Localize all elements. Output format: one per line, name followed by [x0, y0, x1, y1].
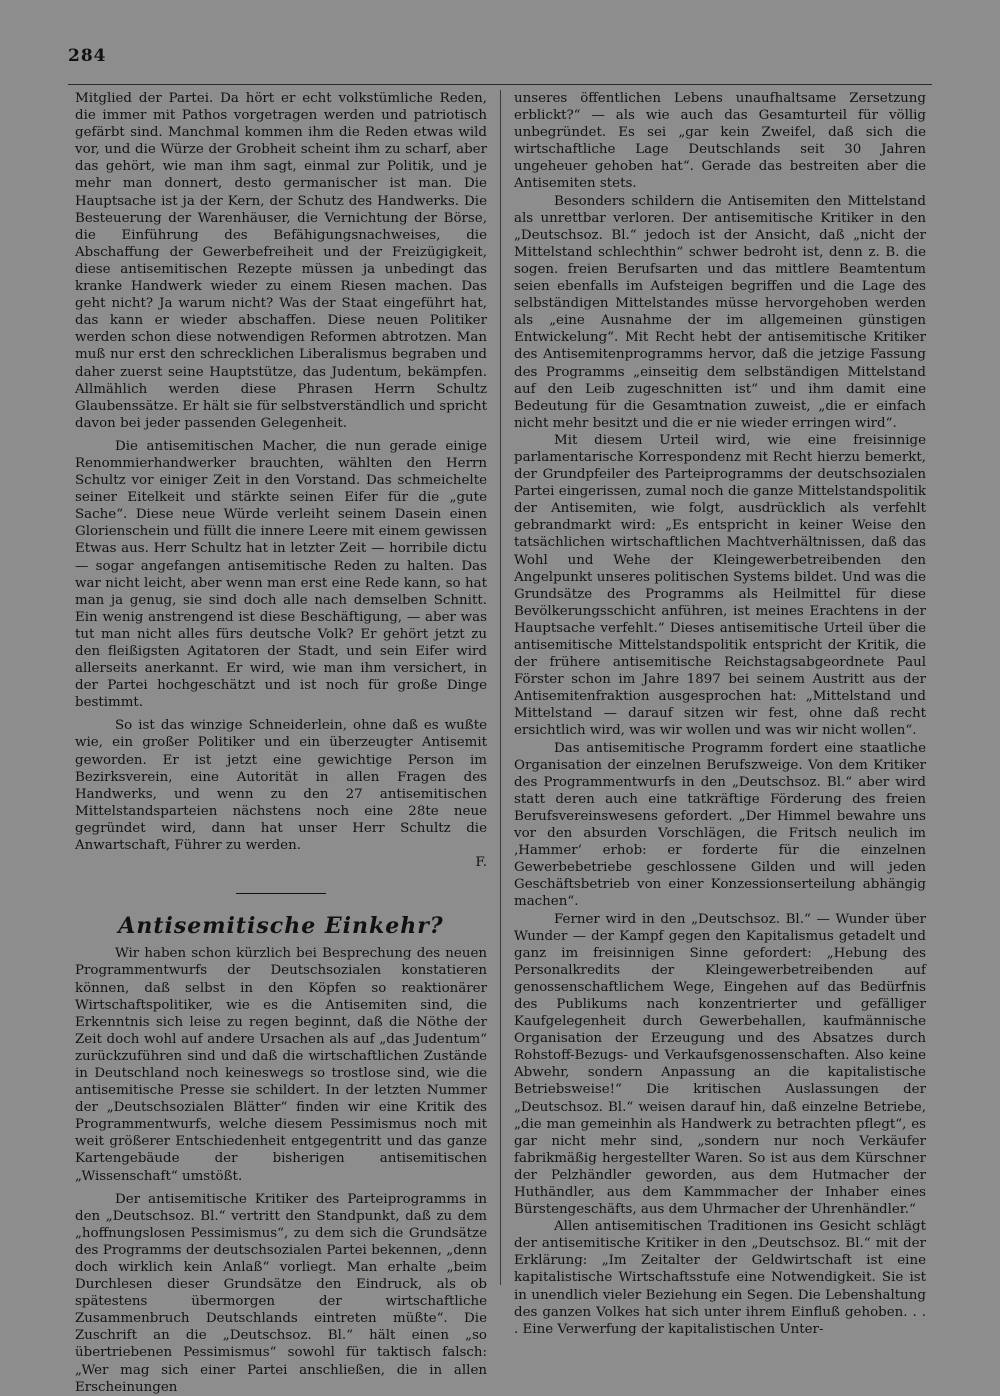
paragraph: So ist das winzige Schneiderlein, ohne daß es wußte wie, ein großer Politiker und ein überzeugter Antisemit geworden. Er ist jetzt eine gewichtige Person im Bezirksverein, eine Autorität in allen Fragen des Handwerks, und wenn zu den 27 antisemitischen Mittelstandsparteien nächstens noch eine 28te neue gegründet wird, dann hat unser Herr Schultz die Anwartschaft, Führer zu werden.: [75, 718, 487, 854]
paragraph: Das antisemitische Programm fordert eine staatliche Organisation der einzelnen Berufszweige. Von dem Kritiker des Programmentwurfs in den „Deutschsoz. Bl.“ aber wird statt deren auch eine tatkräftige Förderung des freien Berufsvereinswesens gefordert. „Der Himmel bewahre uns vor den absurden Vorschlägen, die Fritsch neulich im ‚Hammer‘ erhob: er forderte für die einzelnen Gewerbebetriebe geschlossene Gilden und will jeden Geschäftsbetrieb von einer Konzessionserteilung abhängig machen“.: [514, 740, 926, 910]
author-signature: F.: [475, 855, 487, 871]
paragraph: Mit diesem Urteil wird, wie eine freisinnige parlamentarische Korrespondenz mit Recht hierzu bemerkt, der Grundpfeiler des Parteiprogramms der deutschsozialen Partei eingerissen, zumal noch die ganze Mittelstandspolitik der Antisemiten, wie folgt, ausdrücklich als verfehlt gebrandmarkt wird: „Es entspricht in keiner Weise den tatsächlichen wirtschaftlichen Machtverhältnissen, daß das Wohl und Wehe der Kleingewerbetreibenden den Angelpunkt unseres politischen Systems bildet. Und was die Grundsätze des Programms als Heilmittel für diese Bevölkerungsschicht anführen, ist meines Erachtens in der Hauptsache verfehlt.“ Dieses antisemitische Urteil über die antisemitische Mittelstandspolitik entspricht der Kritik, die der frühere antisemitische Reichstagsabgeordnete Paul Förster schon im Jahre 1897 bei seinem Austritt aus der Antisemitenfraktion ausgesprochen hat: „Mittelstand und Mittelstand — darauf sitzen wir fest, ohne daß recht ersichtlich wird, was wir wollen und was wir nicht wollen“.: [514, 432, 926, 739]
left-column: [75, 90, 487, 1396]
paragraph: unseres öffentlichen Lebens unaufhaltsame Zersetzung erblickt?“ — als wie auch das Gesamturteil für völlig unbegründet. Es sei „gar kein Zweifel, daß sich die wirtschaftliche Lage Deutschlands seit 30 Jahren ungeheuer gehoben hat“. Gerade das bestreiten aber die Antisemiten stets.: [514, 91, 926, 192]
page-number: 284: [68, 46, 107, 66]
paragraph: Wir haben schon kürzlich bei Besprechung des neuen Programmentwurfs der Deutschsozialen konstatieren können, daß selbst in den Köpfen so reaktionärer Wirtschaftspolitiker, wie es die Antisemiten sind, die Erkenntnis sich leise zu regen beginnt, daß die Nöthe der Zeit doch wohl auf andere Ursachen als auf „das Judentum“ zurückzuführen sind und daß die wirtschaftlichen Zustände in Deutschland noch keineswegs so trostlose sind, wie die antisemitische Presse sie schildert. In der letzten Nummer der „Deutschsozialen Blätter“ finden wir eine Kritik des Programmentwurfs, welche diesem Pessimismus noch mit weit größerer Entschiedenheit entgegentritt und das ganze Kartengebäude der bisherigen antisemitischen „Wissenschaft“ umstößt.: [75, 946, 487, 1184]
paragraph: Die antisemitischen Macher, die nun gerade einige Renommierhandwerker brauchten, wählten den Herrn Schultz vor einiger Zeit in den Vorstand. Das schmeichelte seiner Eitelkeit und stärkte seinen Eifer für die „gute Sache“. Diese neue Würde verleiht seinem Dasein einen Glorienschein und füllt die innere Leere mit einem gewissen Etwas aus. Herr Schultz hat in letzter Zeit — horribile dictu — sogar angefangen antisemitische Reden zu halten. Das war nicht leicht, aber wenn man erst eine Rede kann, so hat man ja genug, sie sind doch alle nach demselben Schnitt. Ein wenig anstrengend ist diese Beschäftigung, — aber was tut man nicht alles fürs deutsche Volk? Er gehört jetzt zu den fleißigsten Agitatoren der Stadt, und sein Eifer wird allerseits anerkannt. Er wird, wie man ihm versichert, in der Partei hochgeschätzt und ist noch für große Dinge bestimmt.: [75, 438, 487, 711]
right-column: [514, 90, 926, 1338]
paragraph: Ferner wird in den „Deutschsoz. Bl.“ — Wunder über Wunder — der Kampf gegen den Kapitalismus getadelt und ganz im freisinnigen Sinne gefordert: „Hebung des Personalkredits der Kleingewerbetreibenden auf genossenschaftlichem Wege, Eingehen auf das Bedürfnis des Publikums nach konzentrierter und gefälliger Kaufgelegenheit durch Gewerbehallen, kaufmännische Organisation der Erzeugung und des Absatzes durch Rohstoff-Bezugs- und Verkaufsgenossenschaften. Also keine Abwehr, sondern Anpassung an die kapitalistische Betriebsweise!“ Die kritischen Auslassungen der „Deutschsoz. Bl.“ weisen darauf hin, daß einzelne Betriebe, „die man gemeinhin als Handwerk zu betrachten pflegt“, es gar nicht mehr sind, „sondern nur noch Verkäufer fabrikmäßig hergestellter Waren. So ist aus dem Kürschner der Pelzhändler geworden, aus dem Hutmacher der Huthändler, aus dem Kammmacher der Inhaber eines Bürstengeschäfts, aus dem Uhrmacher der Uhrenhändler.“: [514, 911, 926, 1218]
signature-line: [75, 854, 487, 871]
section-divider: [236, 893, 326, 894]
header-rule: [68, 84, 932, 85]
paragraph: Allen antisemitischen Traditionen ins Gesicht schlägt der antisemitische Kritiker in den „Deutschsoz. Bl.“ mit der Erklärung: „Im Zeitalter der Geldwirtschaft ist eine kapitalistische Wirtschaftsstufe eine Notwendigkeit. Sie ist in unendlich vieler Beziehung ein Segen. Die Lebenshaltung des ganzen Volkes hat sich unter ihrem Einfluß gehoben. . . . Eine Verwerfung der kapitalistischen Unter-: [514, 1219, 926, 1337]
column-separator: [500, 90, 501, 1285]
paragraph: Mitglied der Partei. Da hört er echt volkstümliche Reden, die immer mit Pathos vorgetragen werden und patriotisch gefärbt sind. Manchmal kommen ihm die Reden etwas wild vor, und die Würze der Grobheit scheint ihm zu scharf, aber das gehört, wie man ihm sagt, einmal zur Politik, und je mehr man donnert, desto germanischer ist man. Die Hauptsache ist ja der Kern, der Schutz des Handwerks. Die Besteuerung der Warenhäuser, die Vernichtung der Börse, die Einführung des Befähigungsnachweises, die Abschaffung der Gewerbefreiheit und der Freizügigkeit, diese antisemitischen Rezepte müssen ja unbedingt das kranke Handwerk wieder zu einem Riesen machen. Das geht nicht? Ja warum nicht? Was der Staat eingeführt hat, das kann er wieder abschaffen. Diese neuen Politiker werden schon diese notwendigen Reformen abtrotzen. Man muß nur erst den schrecklichen Liberalismus begraben und daher zuerst seine Hauptstütze, das Judentum, bekämpfen. Allmählich werden diese Phrasen Herrn Schultz Glaubenssätze. Er hält sie für selbstverständlich und spricht davon bei jeder passenden Gelegenheit.: [75, 91, 487, 431]
article-title: Antisemitische Einkehr?: [118, 913, 444, 940]
paragraph: Der antisemitische Kritiker des Parteiprogramms in den „Deutschsoz. Bl.“ vertritt den Standpunkt, daß zu dem „hoffnungslosen Pessimismus“, zu dem sich die Grundsätze des Programms der deutschsozialen Partei bekennen, „denn doch wirklich kein Anlaß“ vorliegt. Man erhalte „beim Durchlesen dieser Grundsätze den Eindruck, als ob spätestens übermorgen der wirtschaftliche Zusammenbruch Deutschlands eintreten müßte“. Die Zuschrift an die „Deutschsoz. Bl.“ hält einen „so übertriebenen Pessimismus“ sowohl für taktisch falsch: „Wer mag sich einer Partei anschließen, die in allen Erscheinungen: [75, 1191, 487, 1395]
paragraph: Besonders schildern die Antisemiten den Mittelstand als unrettbar verloren. Der antisemitische Kritiker in den „Deutschsoz. Bl.“ jedoch ist der Ansicht, daß „nicht der Mittelstand schlechthin“ schwer bedroht ist, denn z. B. die sogen. freien Berufsarten und das mittlere Beamtentum seien ebenfalls im Aufsteigen begriffen und die Lage des selbständigen Mittelstandes müsse hervorgehoben werden als „eine Ausnahme der im allgemeinen günstigen Entwickelung“. Mit Recht hebt der antisemitische Kritiker des Antisemitenprogramms hervor, daß die jetzige Fassung des Programms „einseitig dem selbständigen Mittelstand auf den Leib zugeschnitten ist“ und ihm damit eine Bedeutung für die Gesamtnation zuweist, „die er einfach nicht mehr besitzt und die er nie wieder erringen wird“.: [514, 193, 926, 431]
